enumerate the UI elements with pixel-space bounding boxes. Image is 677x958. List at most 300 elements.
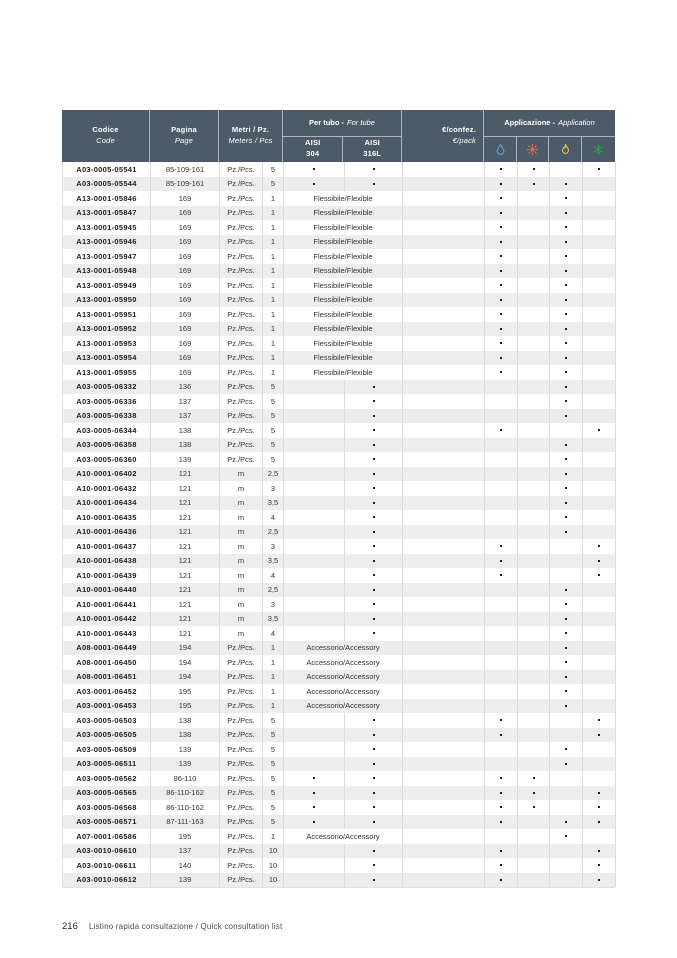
row-unit: Pz./Pcs. [220, 786, 263, 801]
row-app-water-cell [485, 293, 518, 308]
row-app-sun-cell [518, 583, 550, 598]
dot-marker [373, 864, 375, 866]
dot-marker [373, 444, 375, 446]
row-aisi316l-cell [345, 394, 403, 409]
row-code: A10-0001-06442 [63, 612, 151, 627]
row-code: A13-0001-05949 [63, 278, 151, 293]
row-unit: Pz./Pcs. [220, 829, 263, 844]
row-pack-price-cell [403, 249, 485, 264]
dot-marker [373, 618, 375, 620]
row-qty: 3,5 [263, 496, 284, 511]
row-code: A13-0001-05847 [63, 206, 151, 221]
dot-marker [565, 444, 567, 446]
row-app-water-cell [485, 786, 518, 801]
row-app-water-cell [485, 699, 518, 714]
row-app-flame-cell [550, 452, 583, 467]
row-code: A03-0005-06565 [63, 786, 151, 801]
row-unit: m [220, 467, 263, 482]
row-code: A03-0005-06509 [63, 742, 151, 757]
row-qty: 5 [263, 394, 284, 409]
row-qty: 3 [263, 481, 284, 496]
row-app-water-cell [485, 307, 518, 322]
row-aisi316l-cell [345, 525, 403, 540]
row-qty: 5 [263, 713, 284, 728]
row-unit: m [220, 496, 263, 511]
dot-marker [500, 299, 502, 301]
row-qty: 1 [263, 829, 284, 844]
row-app-water-cell [485, 409, 518, 424]
dot-marker [500, 357, 502, 359]
row-app-snowflake-cell [583, 757, 616, 772]
row-qty: 5 [263, 438, 284, 453]
dot-marker [373, 850, 375, 852]
row-qty: 1 [263, 249, 284, 264]
row-qty: 5 [263, 757, 284, 772]
row-pack-price-cell [403, 655, 485, 670]
row-code: A03-0005-05541 [63, 162, 151, 177]
row-aisi304-cell [284, 597, 345, 612]
header-aisi-316l-line2: 316L [363, 149, 382, 159]
row-app-flame-cell [550, 380, 583, 395]
row-pack-price-cell [403, 786, 485, 801]
row-tube-label: Flessibile/Flexible [284, 307, 403, 322]
row-qty: 5 [263, 786, 284, 801]
row-app-water-cell [485, 264, 518, 279]
dot-marker [565, 255, 567, 257]
row-aisi304-cell [284, 786, 345, 801]
row-app-snowflake-cell [583, 713, 616, 728]
row-unit: Pz./Pcs. [220, 220, 263, 235]
row-unit: Pz./Pcs. [220, 409, 263, 424]
row-app-flame-cell [550, 264, 583, 279]
row-tube-label: Accessorio/Accessory [284, 670, 403, 685]
row-code: A03-0005-05544 [63, 177, 151, 192]
table-row [63, 655, 615, 670]
row-unit: Pz./Pcs. [220, 235, 263, 250]
row-qty: 2,5 [263, 467, 284, 482]
table-row [63, 365, 615, 380]
row-tube-label: Accessorio/Accessory [284, 699, 403, 714]
row-aisi304-cell [284, 626, 345, 641]
row-qty: 1 [263, 655, 284, 670]
dot-marker [500, 792, 502, 794]
row-page: 169 [151, 191, 220, 206]
table-row [63, 699, 615, 714]
row-aisi316l-cell [345, 539, 403, 554]
row-code: A13-0001-05951 [63, 307, 151, 322]
row-aisi316l-cell [345, 568, 403, 583]
row-app-snowflake-cell [583, 583, 616, 598]
row-unit: Pz./Pcs. [220, 264, 263, 279]
row-aisi304-cell [284, 481, 345, 496]
dot-marker [313, 183, 315, 185]
row-app-sun-cell [518, 307, 550, 322]
row-code: A03-0005-06503 [63, 713, 151, 728]
table-row [63, 612, 615, 627]
table-row [63, 409, 615, 424]
page-number: 216 [62, 921, 78, 932]
row-app-flame-cell [550, 336, 583, 351]
row-page: 194 [151, 670, 220, 685]
row-code: A10-0001-06435 [63, 510, 151, 525]
row-aisi304-cell [284, 438, 345, 453]
dot-marker [313, 806, 315, 808]
page-footer [62, 921, 282, 932]
row-app-flame-cell [550, 829, 583, 844]
row-unit: m [220, 510, 263, 525]
header-metri-en: Meters / Pcs [228, 136, 273, 145]
header-per-tubo-it: Per tubo - [309, 118, 345, 128]
row-pack-price-cell [403, 699, 485, 714]
row-code: A03-0005-06344 [63, 423, 151, 438]
row-app-sun-cell [518, 467, 550, 482]
table-row [63, 307, 615, 322]
row-qty: 4 [263, 626, 284, 641]
row-unit: Pz./Pcs. [220, 452, 263, 467]
row-aisi316l-cell [345, 771, 403, 786]
row-page: 86-110 [151, 771, 220, 786]
row-aisi316l-cell [345, 452, 403, 467]
row-app-flame-cell [550, 162, 583, 177]
row-qty: 1 [263, 365, 284, 380]
row-app-sun-cell [518, 206, 550, 221]
row-pack-price-cell [403, 394, 485, 409]
row-app-sun-cell [518, 293, 550, 308]
row-unit: Pz./Pcs. [220, 858, 263, 873]
row-app-snowflake-cell [583, 684, 616, 699]
dot-marker [373, 400, 375, 402]
row-code: A03-0005-06511 [63, 757, 151, 772]
row-app-sun-cell [518, 800, 550, 815]
dot-marker [533, 792, 535, 794]
row-pack-price-cell [403, 641, 485, 656]
header-per-tubo-en: For tube [347, 118, 375, 128]
row-app-flame-cell [550, 307, 583, 322]
row-app-sun-cell [518, 829, 550, 844]
row-app-water-cell [485, 322, 518, 337]
row-app-water-cell [485, 351, 518, 366]
row-app-water-cell [485, 510, 518, 525]
row-page: 86-110-162 [151, 800, 220, 815]
row-aisi316l-cell [345, 786, 403, 801]
dot-marker [373, 806, 375, 808]
dot-marker [373, 719, 375, 721]
row-qty: 1 [263, 670, 284, 685]
row-app-snowflake-cell [583, 800, 616, 815]
row-app-water-cell [485, 641, 518, 656]
row-app-water-cell [485, 858, 518, 873]
row-aisi304-cell [284, 554, 345, 569]
row-page: 137 [151, 394, 220, 409]
row-aisi316l-cell [345, 583, 403, 598]
row-aisi304-cell [284, 162, 345, 177]
row-tube-label: Flessibile/Flexible [284, 264, 403, 279]
row-code: A08-0001-06451 [63, 670, 151, 685]
row-qty: 1 [263, 235, 284, 250]
row-tube-label: Flessibile/Flexible [284, 191, 403, 206]
dot-marker [373, 545, 375, 547]
row-app-flame-cell [550, 206, 583, 221]
row-code: A13-0001-05953 [63, 336, 151, 351]
row-pack-price-cell [403, 423, 485, 438]
row-app-water-cell [485, 235, 518, 250]
dot-marker [500, 850, 502, 852]
row-app-flame-cell [550, 278, 583, 293]
row-qty: 10 [263, 873, 284, 888]
row-code: A10-0001-06439 [63, 568, 151, 583]
dot-marker [500, 777, 502, 779]
row-app-snowflake-cell [583, 380, 616, 395]
row-app-sun-cell [518, 510, 550, 525]
row-pack-price-cell [403, 206, 485, 221]
row-aisi304-cell [284, 771, 345, 786]
row-unit: Pz./Pcs. [220, 336, 263, 351]
row-app-water-cell [485, 771, 518, 786]
row-code: A10-0001-06432 [63, 481, 151, 496]
row-aisi304-cell [284, 423, 345, 438]
row-app-water-cell [485, 655, 518, 670]
row-app-flame-cell [550, 641, 583, 656]
dot-marker [373, 734, 375, 736]
row-pack-price-cell [403, 873, 485, 888]
row-aisi304-cell [284, 612, 345, 627]
row-app-flame-cell [550, 496, 583, 511]
row-qty: 5 [263, 815, 284, 830]
row-app-flame-cell [550, 510, 583, 525]
dot-marker [313, 777, 315, 779]
row-page: 121 [151, 467, 220, 482]
row-pack-price-cell [403, 365, 485, 380]
row-app-flame-cell [550, 757, 583, 772]
header-aisi-304-line1: AISI [305, 138, 321, 148]
row-pack-price-cell [403, 293, 485, 308]
row-app-snowflake-cell [583, 815, 616, 830]
table-row [63, 351, 615, 366]
row-tube-label: Flessibile/Flexible [284, 206, 403, 221]
row-aisi304-cell [284, 452, 345, 467]
row-app-sun-cell [518, 815, 550, 830]
row-code: A03-0005-06505 [63, 728, 151, 743]
dot-marker [565, 212, 567, 214]
row-qty: 10 [263, 858, 284, 873]
table-row [63, 191, 615, 206]
row-aisi304-cell [284, 844, 345, 859]
row-code: A13-0001-05948 [63, 264, 151, 279]
dot-marker [598, 734, 600, 736]
row-app-snowflake-cell [583, 844, 616, 859]
row-code: A10-0001-06436 [63, 525, 151, 540]
row-qty: 5 [263, 771, 284, 786]
row-app-sun-cell [518, 423, 550, 438]
row-aisi304-cell [284, 394, 345, 409]
row-page: 169 [151, 235, 220, 250]
dot-marker [500, 168, 502, 170]
row-unit: m [220, 554, 263, 569]
row-pack-price-cell [403, 626, 485, 641]
row-app-water-cell [485, 249, 518, 264]
table-row [63, 597, 615, 612]
row-app-snowflake-cell [583, 452, 616, 467]
row-page: 169 [151, 336, 220, 351]
table-row [63, 467, 615, 482]
row-page: 138 [151, 713, 220, 728]
row-app-snowflake-cell [583, 597, 616, 612]
row-page: 121 [151, 510, 220, 525]
dot-marker [565, 473, 567, 475]
row-pack-price-cell [403, 264, 485, 279]
header-aisi-316l [343, 137, 401, 163]
dot-marker [313, 792, 315, 794]
row-unit: Pz./Pcs. [220, 351, 263, 366]
row-app-sun-cell [518, 655, 550, 670]
row-app-flame-cell [550, 539, 583, 554]
row-app-flame-cell [550, 612, 583, 627]
row-code: A03-0005-06336 [63, 394, 151, 409]
row-pack-price-cell [403, 438, 485, 453]
dot-marker [373, 531, 375, 533]
row-app-water-cell [485, 728, 518, 743]
row-pack-price-cell [403, 380, 485, 395]
header-aisi-304-line2: 304 [306, 149, 320, 159]
dot-marker [500, 241, 502, 243]
row-qty: 5 [263, 800, 284, 815]
row-app-flame-cell [550, 670, 583, 685]
row-unit: Pz./Pcs. [220, 771, 263, 786]
row-aisi316l-cell [345, 438, 403, 453]
dot-marker [500, 864, 502, 866]
row-app-snowflake-cell [583, 438, 616, 453]
table-row [63, 684, 615, 699]
dot-marker [598, 806, 600, 808]
row-tube-label: Flessibile/Flexible [284, 322, 403, 337]
row-app-snowflake-cell [583, 481, 616, 496]
row-code: A03-0010-06611 [63, 858, 151, 873]
table-row [63, 728, 615, 743]
row-aisi316l-cell [345, 612, 403, 627]
row-tube-label: Flessibile/Flexible [284, 278, 403, 293]
dot-marker [565, 342, 567, 344]
header-applicazione-group [484, 110, 615, 162]
row-app-sun-cell [518, 554, 550, 569]
row-page: 169 [151, 293, 220, 308]
row-unit: Pz./Pcs. [220, 699, 263, 714]
row-app-flame-cell [550, 220, 583, 235]
header-confez [402, 110, 484, 162]
row-aisi316l-cell [345, 815, 403, 830]
row-app-water-cell [485, 496, 518, 511]
header-aisi-304 [283, 137, 343, 163]
dot-marker [565, 632, 567, 634]
row-code: A03-0005-06360 [63, 452, 151, 467]
table-row [63, 554, 615, 569]
dot-marker [533, 806, 535, 808]
header-codice-it: Codice [92, 125, 119, 135]
row-pack-price-cell [403, 829, 485, 844]
dot-marker [373, 560, 375, 562]
row-app-sun-cell [518, 336, 550, 351]
row-app-water-cell [485, 481, 518, 496]
row-app-water-cell [485, 539, 518, 554]
row-app-water-cell [485, 670, 518, 685]
header-applicazione-it: Applicazione - [504, 118, 556, 128]
row-aisi316l-cell [345, 742, 403, 757]
row-pack-price-cell [403, 351, 485, 366]
row-app-water-cell [485, 452, 518, 467]
row-pack-price-cell [403, 539, 485, 554]
dot-marker [500, 734, 502, 736]
dot-marker [598, 821, 600, 823]
row-code: A03-0010-06610 [63, 844, 151, 859]
table-row [63, 423, 615, 438]
row-aisi304-cell [284, 873, 345, 888]
row-code: A03-0010-06612 [63, 873, 151, 888]
row-unit: Pz./Pcs. [220, 684, 263, 699]
dot-marker [373, 589, 375, 591]
row-app-flame-cell [550, 858, 583, 873]
row-qty: 1 [263, 220, 284, 235]
row-aisi316l-cell [345, 467, 403, 482]
row-app-snowflake-cell [583, 322, 616, 337]
row-app-sun-cell [518, 757, 550, 772]
row-pack-price-cell [403, 278, 485, 293]
row-code: A03-0005-06562 [63, 771, 151, 786]
row-app-water-cell [485, 583, 518, 598]
dot-marker [500, 313, 502, 315]
row-code: A03-0005-06568 [63, 800, 151, 815]
row-app-sun-cell [518, 351, 550, 366]
row-page: 121 [151, 481, 220, 496]
row-qty: 3,5 [263, 612, 284, 627]
dot-marker [500, 212, 502, 214]
row-aisi304-cell [284, 757, 345, 772]
row-qty: 3 [263, 597, 284, 612]
table-row [63, 380, 615, 395]
dot-marker [500, 371, 502, 373]
row-app-snowflake-cell [583, 670, 616, 685]
row-tube-label: Flessibile/Flexible [284, 336, 403, 351]
row-app-water-cell [485, 757, 518, 772]
row-unit: Pz./Pcs. [220, 365, 263, 380]
row-app-flame-cell [550, 409, 583, 424]
row-app-sun-cell [518, 858, 550, 873]
row-aisi316l-cell [345, 873, 403, 888]
row-app-sun-cell [518, 162, 550, 177]
row-unit: Pz./Pcs. [220, 307, 263, 322]
row-aisi304-cell [284, 177, 345, 192]
row-pack-price-cell [403, 235, 485, 250]
dot-marker [565, 763, 567, 765]
row-app-sun-cell [518, 438, 550, 453]
footer-caption: Listino rapida consultazione / Quick consultation list [88, 922, 283, 931]
row-app-snowflake-cell [583, 525, 616, 540]
row-aisi316l-cell [345, 380, 403, 395]
snowflake-icon [582, 137, 615, 163]
row-app-snowflake-cell [583, 742, 616, 757]
row-app-flame-cell [550, 597, 583, 612]
table-row [63, 742, 615, 757]
dot-marker [373, 603, 375, 605]
header-codice [62, 110, 150, 162]
row-qty: 1 [263, 699, 284, 714]
header-pagina-en: Page [174, 136, 194, 145]
row-aisi316l-cell [345, 177, 403, 192]
dot-marker [373, 502, 375, 504]
dot-marker [500, 719, 502, 721]
row-app-sun-cell [518, 641, 550, 656]
row-page: 140 [151, 858, 220, 873]
row-pack-price-cell [403, 858, 485, 873]
dot-marker [500, 226, 502, 228]
